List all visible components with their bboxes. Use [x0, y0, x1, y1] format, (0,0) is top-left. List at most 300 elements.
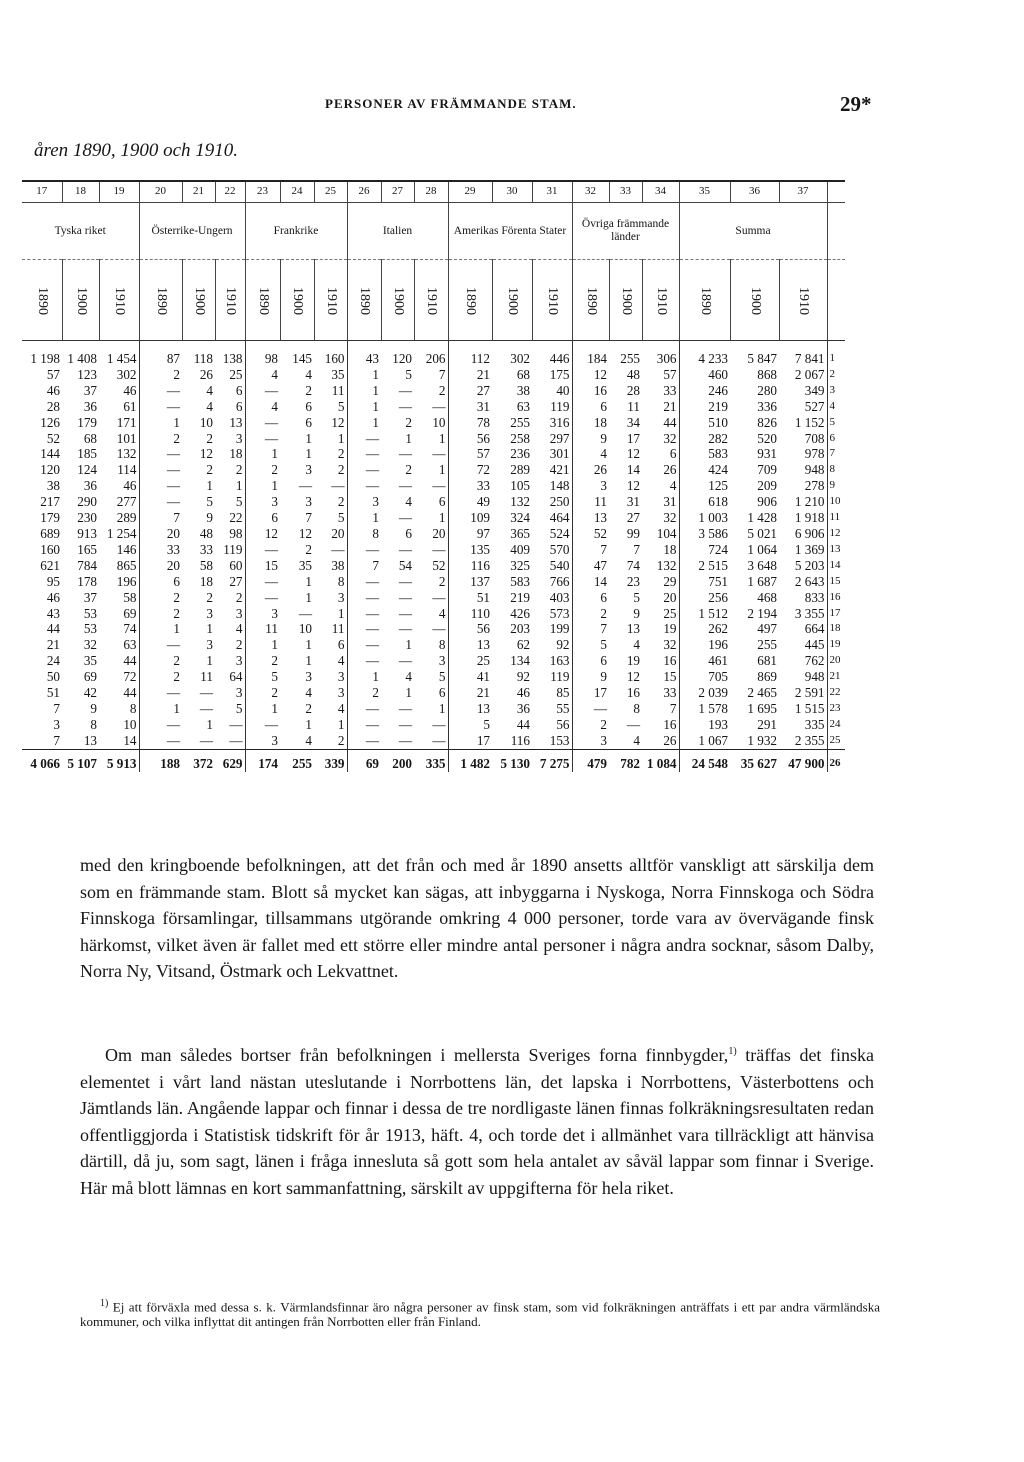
table-cell: 69 [83, 669, 97, 685]
table-cell: — [414, 446, 448, 462]
table-cell: 2 [173, 589, 180, 605]
year-header-cell [245, 260, 280, 341]
table-cell: — [215, 733, 245, 749]
column-number: 18 [62, 181, 99, 203]
table-cell: 44 [516, 716, 530, 732]
table-cell: 16 [626, 685, 640, 701]
table-cell: 2 [414, 383, 448, 399]
table-cell: 1 [414, 510, 448, 526]
year-label: 1910 [222, 286, 238, 315]
table-cell: — [314, 478, 347, 494]
table-cell: 21 [476, 685, 490, 701]
total-cell: 479 [572, 749, 609, 771]
table-cell: 34 [626, 414, 640, 430]
year-label: 1890 [34, 286, 50, 315]
table-cell: 134 [510, 653, 530, 669]
table-cell: 52 [414, 558, 448, 574]
table-row [22, 462, 845, 478]
table-cell: 906 [757, 494, 777, 510]
footnote-text: Ej att förväxla med dessa s. k. Värmlandsfinnar äro några personer av finsk stam, som vid folkräkningen anträffats i ett par andra värmländska kommuner, och vilka inflyttat dit antingen från Norrbotten eller från Finland. [80, 1299, 880, 1330]
year-label: 1890 [255, 286, 271, 315]
table-cell: 38 [516, 382, 530, 398]
year-header-cell [22, 260, 62, 341]
table-cell: 138 [215, 341, 245, 367]
table-cell: 1 454 [99, 341, 139, 367]
table-cell: 56 [532, 717, 572, 733]
row-number: 18 [829, 622, 841, 635]
table-cell: 689 [40, 525, 60, 541]
table-cell: 280 [757, 382, 777, 398]
table-cell: 12 [593, 366, 607, 382]
row-number: 7 [829, 447, 835, 460]
table-cell: 424 [708, 462, 728, 478]
table-cell: 52 [593, 525, 607, 541]
total-cell: 255 [280, 749, 314, 771]
total-cell: 5 130 [492, 749, 532, 771]
table-cell: 36 [83, 478, 97, 494]
total-cell: 35 627 [730, 749, 779, 771]
table-cell: 1 [173, 414, 180, 430]
column-number: 34 [642, 181, 679, 203]
column-number: 23 [245, 181, 280, 203]
table-cell: 1 [271, 637, 278, 653]
total-cell: 335 [414, 749, 448, 771]
table-cell: 98 [264, 351, 278, 366]
table-cell: 8 [90, 716, 97, 732]
group-header: Österrike-Ungern [139, 203, 245, 260]
table-cell: 784 [77, 557, 97, 573]
table-cell: 277 [99, 494, 139, 510]
table-cell: 4 [206, 398, 213, 414]
table-cell: 2 [215, 637, 245, 653]
table-cell: — [365, 653, 379, 669]
table-cell: — [365, 589, 379, 605]
total-cell: 5 107 [62, 749, 99, 771]
table-row [22, 341, 845, 367]
table-cell: 14 [99, 733, 139, 749]
table-cell: 16 [642, 653, 679, 669]
table-cell: 72 [99, 669, 139, 685]
table-row [22, 653, 845, 669]
table-cell: 2 [372, 685, 379, 701]
table-cell: 58 [199, 557, 213, 573]
row-number: 17 [829, 606, 841, 619]
table-cell: 42 [83, 685, 97, 701]
column-number: 20 [139, 181, 182, 203]
table-cell: 3 [271, 605, 278, 621]
row-number: 8 [829, 463, 835, 476]
table-cell: 250 [532, 494, 572, 510]
table-cell: 3 [314, 685, 347, 701]
year-header-cell [448, 260, 492, 341]
table-cell: 681 [757, 653, 777, 669]
table-cell: 12 [314, 415, 347, 431]
row-number: 12 [829, 526, 841, 539]
column-number: 37 [779, 181, 827, 203]
table-cell: 21 [642, 399, 679, 415]
row-number: 15 [829, 574, 841, 587]
table-cell: 282 [708, 430, 728, 446]
table-cell: 4 [215, 621, 245, 637]
table-cell: — [365, 716, 379, 732]
table-cell: 4 [206, 382, 213, 398]
table-cell: 25 [476, 653, 490, 669]
table-cell: — [264, 382, 278, 398]
table-row [22, 606, 845, 622]
table-cell: 3 [305, 494, 312, 510]
table-cell: 44 [99, 685, 139, 701]
year-header-cell [414, 260, 448, 341]
table-cell: 4 [305, 366, 312, 382]
table-cell: 302 [99, 367, 139, 383]
table-cell: 1 408 [67, 351, 97, 366]
table-cell: — [166, 478, 180, 494]
table-cell: 6 [642, 446, 679, 462]
table-cell: 1 210 [779, 494, 827, 510]
table-cell: 1 [372, 510, 379, 526]
table-cell: 3 [271, 494, 278, 510]
table-cell: 104 [642, 526, 679, 542]
table-cell: 236 [510, 446, 530, 462]
table-cell: 5 [215, 494, 245, 510]
table-cell: 3 [215, 653, 245, 669]
year-header-cell [381, 260, 414, 341]
table-cell: 13 [476, 637, 490, 653]
table-cell: — [365, 478, 379, 494]
table-cell: 2 [206, 589, 213, 605]
table-cell: 1 932 [747, 732, 777, 748]
table-cell: 11 [627, 398, 640, 414]
table-cell: 664 [779, 621, 827, 637]
row-number: 21 [829, 670, 841, 683]
table-cell: 7 [372, 557, 379, 573]
table-cell: 230 [77, 510, 97, 526]
table-cell: 56 [476, 430, 490, 446]
table-cell: — [398, 478, 412, 494]
table-cell: 2 039 [698, 685, 728, 701]
table-cell: 1 515 [779, 701, 827, 717]
table-cell: 4 [305, 732, 312, 748]
table-cell: — [215, 717, 245, 733]
column-number: 36 [730, 181, 779, 203]
table-cell: — [398, 541, 412, 557]
table-cell: 1 [305, 430, 312, 446]
table-cell: 1 [305, 573, 312, 589]
table-row [22, 431, 845, 447]
table-cell: 36 [83, 398, 97, 414]
table-cell: 48 [199, 525, 213, 541]
table-cell: 6 [271, 510, 278, 526]
table-cell: 68 [83, 430, 97, 446]
table-cell: 97 [476, 525, 490, 541]
table-cell: 335 [779, 717, 827, 733]
table-row [22, 590, 845, 606]
table-cell: — [264, 589, 278, 605]
table-cell: 44 [99, 653, 139, 669]
table-cell: 54 [398, 557, 412, 573]
total-cell: 188 [139, 749, 182, 771]
table-cell: 5 [206, 494, 213, 510]
table-cell: 46 [99, 478, 139, 494]
table-cell: 2 [405, 462, 412, 478]
table-cell: 41 [476, 669, 490, 685]
table-cell: 4 233 [698, 351, 728, 366]
table-cell: 48 [626, 366, 640, 382]
table-cell: — [365, 605, 379, 621]
table-cell: 20 [314, 526, 347, 542]
table-cell: 203 [510, 621, 530, 637]
row-number: 16 [829, 590, 841, 603]
table-cell: 325 [510, 557, 530, 573]
table-cell: 2 591 [779, 685, 827, 701]
row-number: 26 [827, 749, 845, 771]
table-row [22, 701, 845, 717]
table-cell: 57 [642, 367, 679, 383]
table-cell: 2 [305, 541, 312, 557]
table-cell: 1 064 [747, 541, 777, 557]
footnote-mark: 1) [100, 1298, 109, 1309]
table-cell: 12 [626, 446, 640, 462]
table-cell: 978 [779, 446, 827, 462]
column-number: 28 [414, 181, 448, 203]
table-cell: 63 [99, 637, 139, 653]
table-cell: 278 [779, 478, 827, 494]
table-cell: — [398, 510, 412, 526]
table-cell: 4 [414, 606, 448, 622]
table-cell: 2 [314, 462, 347, 478]
table-cell: 35 [314, 367, 347, 383]
group-header: Summa [679, 203, 827, 260]
table-cell: 2 [314, 494, 347, 510]
table-row [22, 478, 845, 494]
table-row [22, 733, 845, 749]
table-cell: 92 [516, 669, 530, 685]
year-header-cell [730, 260, 779, 341]
table-cell: 316 [532, 415, 572, 431]
table-cell: 4 [405, 669, 412, 685]
body-paragraph-1: med den kringboende befolkningen, att det från och med år 1890 ansetts alltför vanskligt att särskilja dem som en främmande stam. Blott så mycket kan sägas, att inbyggarna i Nyskoga, Norra Finnskoga och Södra Finnskoga församlingar, tillsammans utgörande omkring 4 000 personer, torde vara av övervägande finsk härkomst, vilket även är fallet med ett större eller mindre antal personer i några andra socknar, såsom Dalby, Norra Ny, Vitsand, Östmark och Lekvattnet. [80, 855, 874, 981]
table-cell: — [199, 685, 213, 701]
table-cell: 4 [314, 653, 347, 669]
table-cell: 12 [199, 446, 213, 462]
table-cell: 51 [46, 685, 60, 701]
year-header-cell [609, 260, 642, 341]
table-cell: 1 [405, 637, 412, 653]
table-cell: 27 [626, 510, 640, 526]
table-cell: 53 [83, 605, 97, 621]
table-cell: 109 [470, 510, 490, 526]
table-cell: 118 [193, 351, 213, 366]
table-cell: 258 [510, 430, 530, 446]
table-cell: 1 [173, 700, 180, 716]
column-number-row [22, 181, 845, 203]
year-label: 1910 [423, 286, 439, 315]
table-cell: — [365, 462, 379, 478]
year-header-spacer [827, 260, 845, 341]
table-cell: 2 515 [698, 557, 728, 573]
table-cell: 74 [626, 557, 640, 573]
table-cell: 179 [40, 510, 60, 526]
table-cell: 105 [510, 478, 530, 494]
table-cell: 2 067 [779, 367, 827, 383]
table-cell: 148 [532, 478, 572, 494]
table-cell: 1 [314, 606, 347, 622]
table-cell: 46 [46, 589, 60, 605]
table-cell: 1 428 [747, 510, 777, 526]
table-cell: 1 [305, 637, 312, 653]
table-cell: — [365, 573, 379, 589]
table-cell: 38 [46, 478, 60, 494]
table-cell: 255 [620, 351, 640, 366]
row-number: 1 [829, 352, 835, 364]
table-row [22, 383, 845, 399]
table-cell: 184 [587, 351, 607, 366]
table-cell: 53 [83, 621, 97, 637]
table-cell: 135 [470, 541, 490, 557]
table-row [22, 637, 845, 653]
statistics-table [22, 180, 845, 772]
table-cell: 27 [215, 574, 245, 590]
table-cell: 709 [757, 462, 777, 478]
table-cell: 13 [593, 510, 607, 526]
table-cell: 40 [532, 383, 572, 399]
table-cell: 621 [40, 557, 60, 573]
table-cell: 865 [99, 558, 139, 574]
table-cell: 20 [414, 526, 448, 542]
table-cell: 3 [53, 716, 60, 732]
table-cell: 6 [305, 414, 312, 430]
table-row [22, 399, 845, 415]
table-cell: — [398, 589, 412, 605]
table-cell: 1 [173, 621, 180, 637]
table-cell: — [166, 494, 180, 510]
table-cell: 43 [46, 605, 60, 621]
table-cell: 6 [600, 653, 607, 669]
table-cell: 6 [600, 589, 607, 605]
total-cell: 200 [381, 749, 414, 771]
table-cell: — [264, 430, 278, 446]
column-number: 19 [99, 181, 139, 203]
table-row [22, 574, 845, 590]
table-cell: 445 [779, 637, 827, 653]
table-cell: 123 [77, 366, 97, 382]
table-cell: 1 [206, 716, 213, 732]
table-cell: 29 [642, 574, 679, 590]
table-cell: 705 [708, 669, 728, 685]
table-cell: 1 [305, 653, 312, 669]
year-header-cell [314, 260, 347, 341]
column-number: 31 [532, 181, 572, 203]
total-row [22, 749, 845, 771]
table-cell: 262 [708, 621, 728, 637]
table-cell: 8 [414, 637, 448, 653]
table-cell: — [398, 398, 412, 414]
table-cell: 15 [264, 557, 278, 573]
table-cell: 1 [206, 653, 213, 669]
table-cell: 1 [414, 701, 448, 717]
table-cell: 119 [215, 542, 245, 558]
table-cell: 291 [757, 716, 777, 732]
table-cell: 22 [215, 510, 245, 526]
table-cell: 302 [510, 351, 530, 366]
table-cell: 1 [271, 700, 278, 716]
table-cell: 160 [314, 341, 347, 367]
year-header-cell [779, 260, 827, 341]
table-cell: 6 [405, 525, 412, 541]
table-cell: 10 [298, 621, 312, 637]
table-cell: 18 [215, 446, 245, 462]
table-cell: 2 [314, 446, 347, 462]
row-number: 2 [829, 367, 835, 380]
year-header-cell [572, 260, 609, 341]
table-cell: 64 [215, 669, 245, 685]
table-cell: 18 [593, 414, 607, 430]
table-cell: — [199, 732, 213, 748]
table-cell: — [398, 621, 412, 637]
table-cell: 1 695 [747, 700, 777, 716]
table-cell: 7 [414, 367, 448, 383]
total-cell: 4 066 [22, 749, 62, 771]
table-row [22, 717, 845, 733]
table-cell: 110 [470, 605, 490, 621]
table-cell: — [593, 700, 607, 716]
table-cell: 37 [83, 382, 97, 398]
table-cell: 98 [215, 526, 245, 542]
table-cell: 913 [77, 525, 97, 541]
table-cell: 11 [314, 383, 347, 399]
column-number: 17 [22, 181, 62, 203]
column-number: 32 [572, 181, 609, 203]
table-cell: 3 355 [779, 606, 827, 622]
table-cell: 46 [46, 382, 60, 398]
table-cell: 349 [779, 383, 827, 399]
table-row [22, 494, 845, 510]
table-cell: 3 [271, 732, 278, 748]
body-paragraph-2 [80, 1039, 874, 1201]
table-cell: — [298, 478, 312, 494]
table-cell: 47 [593, 557, 607, 573]
table-cell: 137 [470, 573, 490, 589]
table-cell: 219 [708, 398, 728, 414]
table-cell: 196 [708, 637, 728, 653]
year-header-cell [215, 260, 245, 341]
table-cell: 153 [532, 733, 572, 749]
table-cell: 13 [215, 415, 245, 431]
table-cell: 120 [40, 462, 60, 478]
table-cell: 31 [642, 494, 679, 510]
table-cell: 1 [206, 478, 213, 494]
column-number: 35 [679, 181, 730, 203]
table-cell: 206 [414, 341, 448, 367]
table-cell: 1 [372, 382, 379, 398]
table-cell: — [365, 637, 379, 653]
table-cell: 196 [99, 574, 139, 590]
table-cell: 62 [516, 637, 530, 653]
table-cell: 468 [757, 589, 777, 605]
table-cell: 185 [77, 446, 97, 462]
table-cell: 3 586 [698, 525, 728, 541]
table-cell: — [414, 733, 448, 749]
table-cell: 36 [516, 700, 530, 716]
table-cell: 60 [215, 558, 245, 574]
table-cell: 19 [626, 653, 640, 669]
table-cell: 61 [99, 399, 139, 415]
table-cell: 6 [414, 494, 448, 510]
total-cell: 47 900 [779, 749, 827, 771]
table-cell: 1 [271, 446, 278, 462]
table-cell: 2 [215, 462, 245, 478]
table-cell: 43 [365, 351, 379, 366]
